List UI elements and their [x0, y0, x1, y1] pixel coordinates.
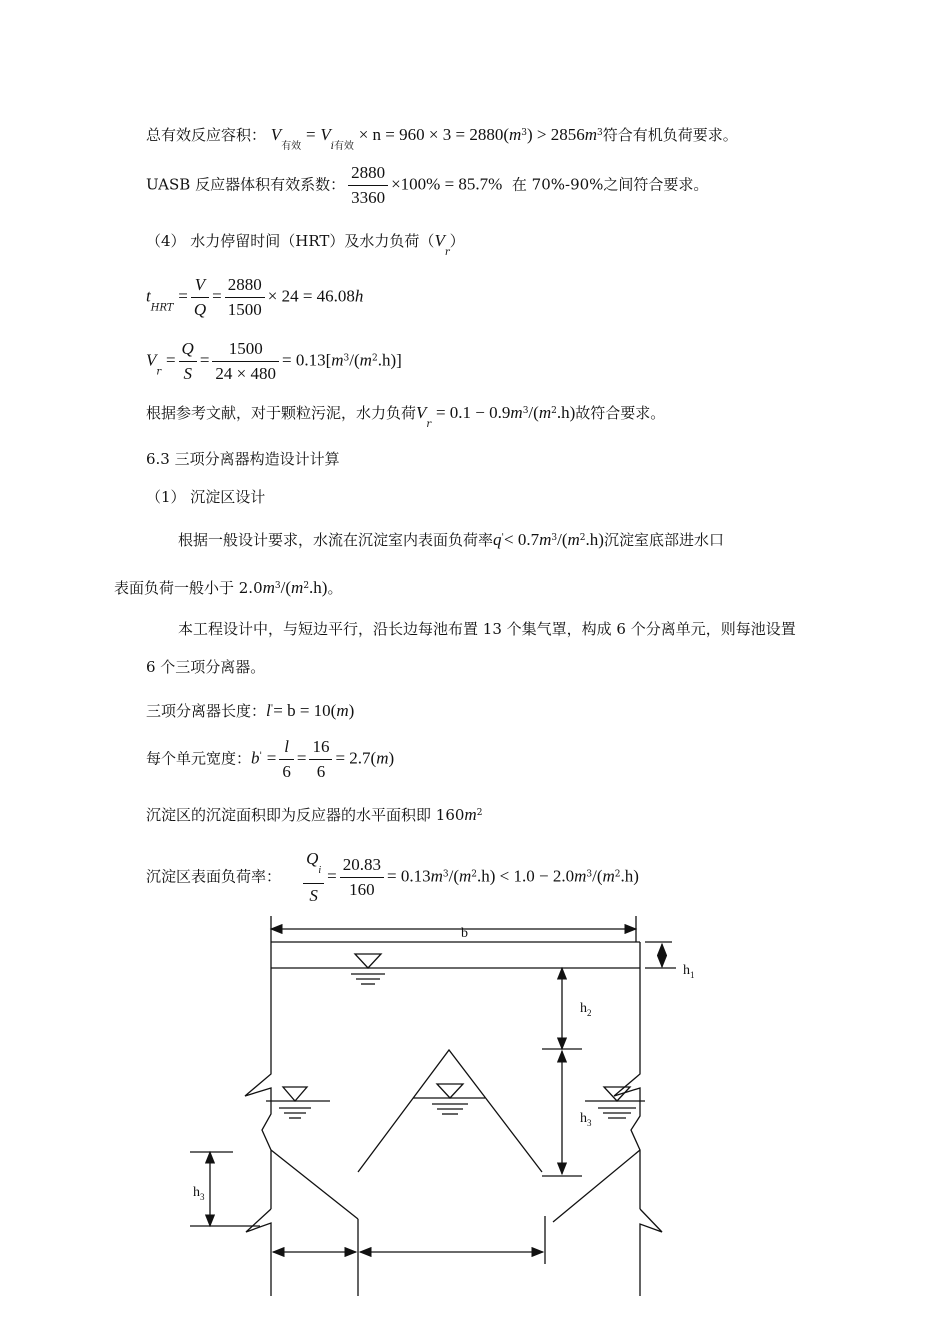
- expression: /(: [528, 403, 539, 422]
- unit-m: m: [359, 350, 372, 370]
- unit-m: m: [567, 530, 580, 549]
- expression: .h): [309, 578, 328, 597]
- prime: ': [501, 533, 504, 543]
- heading-text: 6.3 三项分离器构造设计计算: [146, 450, 340, 468]
- text: 根据一般设计要求，水流在沉淀室内表面负荷率: [178, 531, 494, 549]
- hydraulic-load-formula: [146, 338, 402, 385]
- exponent: 2: [614, 869, 621, 880]
- expression: = 0.13: [387, 866, 431, 886]
- exponent: 3: [521, 128, 527, 138]
- numerator: Q: [179, 338, 197, 362]
- exponent: 2: [476, 808, 483, 818]
- symbol-v: V: [434, 231, 445, 250]
- label: UASB 反应器体积有效系数：: [146, 175, 346, 194]
- total-effective-volume-line: [146, 124, 738, 152]
- numerator: Q: [306, 849, 319, 868]
- settling-area-line: [146, 804, 482, 825]
- expression: /(: [557, 530, 568, 549]
- label: 沉淀区表面负荷率：: [146, 867, 282, 886]
- expression: /(: [448, 866, 459, 886]
- numerator: V: [191, 274, 209, 298]
- denominator: 1500: [227, 300, 262, 319]
- prime: ': [270, 704, 274, 714]
- exponent: 3: [586, 869, 593, 880]
- text: 。: [327, 579, 343, 597]
- unit-m: m: [539, 530, 552, 549]
- subscript: r: [444, 247, 450, 258]
- exponent: 3: [274, 581, 281, 591]
- symbol-v: V: [270, 125, 282, 144]
- denominator: S: [183, 364, 192, 383]
- expression: /(: [592, 866, 603, 886]
- water-level-icon: [432, 1084, 468, 1114]
- close-paren: ): [348, 701, 355, 720]
- symbol-v: V: [416, 403, 427, 422]
- exponent: 3: [522, 406, 529, 416]
- expression: .h)]: [377, 350, 402, 370]
- fraction-values: [212, 338, 279, 385]
- fraction-values: [309, 736, 332, 783]
- subscript: r: [156, 366, 162, 378]
- right-wall-lower: [640, 1209, 662, 1296]
- unit-m: m: [376, 748, 389, 768]
- fraction-q-s: [303, 848, 324, 907]
- label-h1: $h_1$: [683, 963, 695, 980]
- unit-m: m: [508, 125, 522, 144]
- unit-m: m: [602, 866, 615, 886]
- subscript-i: i: [330, 141, 334, 152]
- right-baffle: [553, 1150, 640, 1222]
- label: 每个单元宽度：: [146, 749, 252, 768]
- expression: = 2.7(: [335, 748, 377, 768]
- label-b: b: [461, 926, 468, 941]
- expression: = b = 10(: [273, 701, 337, 720]
- left-wall-lower: [246, 1209, 271, 1296]
- equals: =: [165, 350, 176, 370]
- exponent: 2: [579, 533, 586, 543]
- expression: /(: [349, 350, 360, 370]
- text: 表面负荷一般小于 2.0: [114, 579, 263, 597]
- symbol-b: b: [251, 748, 260, 768]
- expression: .h): [620, 866, 639, 886]
- label-h2: $h_2$: [580, 1001, 592, 1018]
- unit-h: h: [354, 286, 364, 306]
- unit-width-line: [146, 736, 394, 783]
- left-wall: [245, 942, 271, 1209]
- numerator: 2880: [348, 162, 388, 186]
- separator-length-line: [146, 700, 354, 721]
- label-h3-left: $h_3$: [193, 1185, 205, 1202]
- symbol-v: V: [146, 350, 157, 370]
- numerator: 16: [309, 736, 332, 760]
- subscript: 有效: [281, 141, 302, 152]
- exponent: 3: [442, 869, 449, 880]
- center-gas-hood: [358, 1050, 542, 1172]
- text: 根据参考文献，对于颗粒污泥，水力负荷: [146, 404, 417, 422]
- fraction-v-q: [191, 274, 209, 321]
- section-heading-6-3: [146, 448, 340, 469]
- label: 总有效反应容积：: [146, 126, 267, 144]
- subscript: HRT: [150, 302, 174, 314]
- section-heading-settling: [146, 486, 265, 507]
- unit-m: m: [464, 805, 477, 824]
- water-level-icon: [279, 1087, 311, 1118]
- equals: =: [327, 866, 337, 886]
- text: 沉淀区的沉淀面积即为反应器的水平面积即 160: [146, 806, 465, 824]
- equals: =: [199, 350, 210, 370]
- numerator: 1500: [212, 338, 279, 362]
- equals: =: [212, 286, 222, 306]
- tail-text: 符合有机负荷要求。: [602, 126, 738, 144]
- label-h3: $h_3$: [580, 1111, 592, 1128]
- fraction-q-s: [179, 338, 197, 385]
- denominator: S: [309, 886, 318, 905]
- denominator: 6: [282, 762, 291, 781]
- numerator: 20.83: [340, 854, 384, 878]
- tail-text: 故符合要求。: [575, 404, 666, 422]
- denominator: 3360: [351, 188, 386, 207]
- three-phase-separator-diagram: [0, 904, 950, 1344]
- exponent: 3: [343, 353, 350, 364]
- volume-coefficient-line: [146, 162, 708, 209]
- section-heading-hrt: [146, 230, 465, 258]
- equals: =: [305, 125, 316, 144]
- fraction: [348, 162, 388, 209]
- unit-m: m: [574, 866, 587, 886]
- denominator: 6: [316, 762, 326, 781]
- close-paren: ）: [449, 232, 465, 250]
- prime: ': [259, 751, 262, 762]
- expression: .h): [585, 530, 604, 549]
- denominator: 24 × 480: [215, 364, 277, 383]
- exponent: 2: [471, 869, 478, 880]
- settling-surface-load-line: [146, 848, 639, 907]
- unit-m: m: [510, 403, 523, 422]
- subscript: 有效: [333, 141, 354, 152]
- expression: ) > 2856: [527, 125, 585, 144]
- exponent: 3: [551, 533, 558, 543]
- tail-text: 在 70%-90%之间符合要求。: [511, 175, 709, 194]
- reference-line: [146, 402, 665, 430]
- symbol-q: q: [493, 530, 502, 549]
- subscript: i: [318, 865, 322, 876]
- unit-m: m: [262, 578, 275, 597]
- subscript: r: [426, 419, 432, 430]
- text: 沉淀室底部进水口: [603, 531, 724, 549]
- paragraph-design: [146, 610, 808, 686]
- equals: =: [266, 748, 277, 768]
- equals: =: [178, 286, 188, 306]
- unit-m: m: [459, 866, 472, 886]
- unit-m: m: [336, 701, 349, 720]
- hrt-formula: [146, 274, 363, 321]
- denominator: 160: [349, 880, 375, 899]
- text: 本工程设计中，与短边平行，沿长边每池布置 13 个集气罩，构成 6 个分离单元，则每池设置 6 个三项分离器。: [146, 620, 796, 676]
- expression: .h) < 1.0 − 2.0: [477, 866, 575, 886]
- unit-m: m: [584, 125, 598, 144]
- unit-m: m: [291, 578, 304, 597]
- heading-text: （1） 沉淀区设计: [146, 488, 266, 506]
- expression: /(: [280, 578, 292, 597]
- unit-m: m: [430, 866, 443, 886]
- unit-m: m: [331, 350, 344, 370]
- close-paren: ): [388, 748, 395, 768]
- expression: × n = 960 × 3 = 2880(: [358, 125, 509, 144]
- fraction-l-6: [279, 736, 294, 783]
- expression: ×100% = 85.7%: [391, 174, 503, 194]
- expression: × 24 = 46.08: [267, 286, 355, 306]
- water-level-icon: [351, 954, 385, 984]
- exponent: 2: [551, 406, 557, 416]
- paragraph-surface-load: [114, 515, 808, 611]
- heading-text: （4） 水力停留时间（HRT）及水力负荷（: [146, 232, 435, 250]
- expression: .h): [556, 403, 576, 422]
- equals: =: [296, 748, 307, 768]
- symbol-l: l: [266, 701, 271, 720]
- fraction-values: [225, 274, 265, 321]
- label: 三项分离器长度：: [146, 702, 267, 720]
- exponent: 2: [371, 353, 378, 364]
- expression: < 0.7: [504, 530, 540, 549]
- symbol-vi: V: [320, 125, 331, 144]
- unit-m: m: [538, 403, 552, 422]
- exponent: 3: [597, 128, 603, 138]
- left-baffle: [271, 1150, 358, 1219]
- symbol-t: t: [146, 286, 151, 306]
- expression: = 0.1 − 0.9: [435, 403, 511, 422]
- exponent: 2: [303, 581, 310, 591]
- numerator: 2880: [225, 274, 265, 298]
- expression: = 0.13[: [282, 350, 332, 370]
- fraction-values: [340, 854, 384, 901]
- denominator: Q: [193, 300, 207, 319]
- numerator: l: [279, 736, 294, 760]
